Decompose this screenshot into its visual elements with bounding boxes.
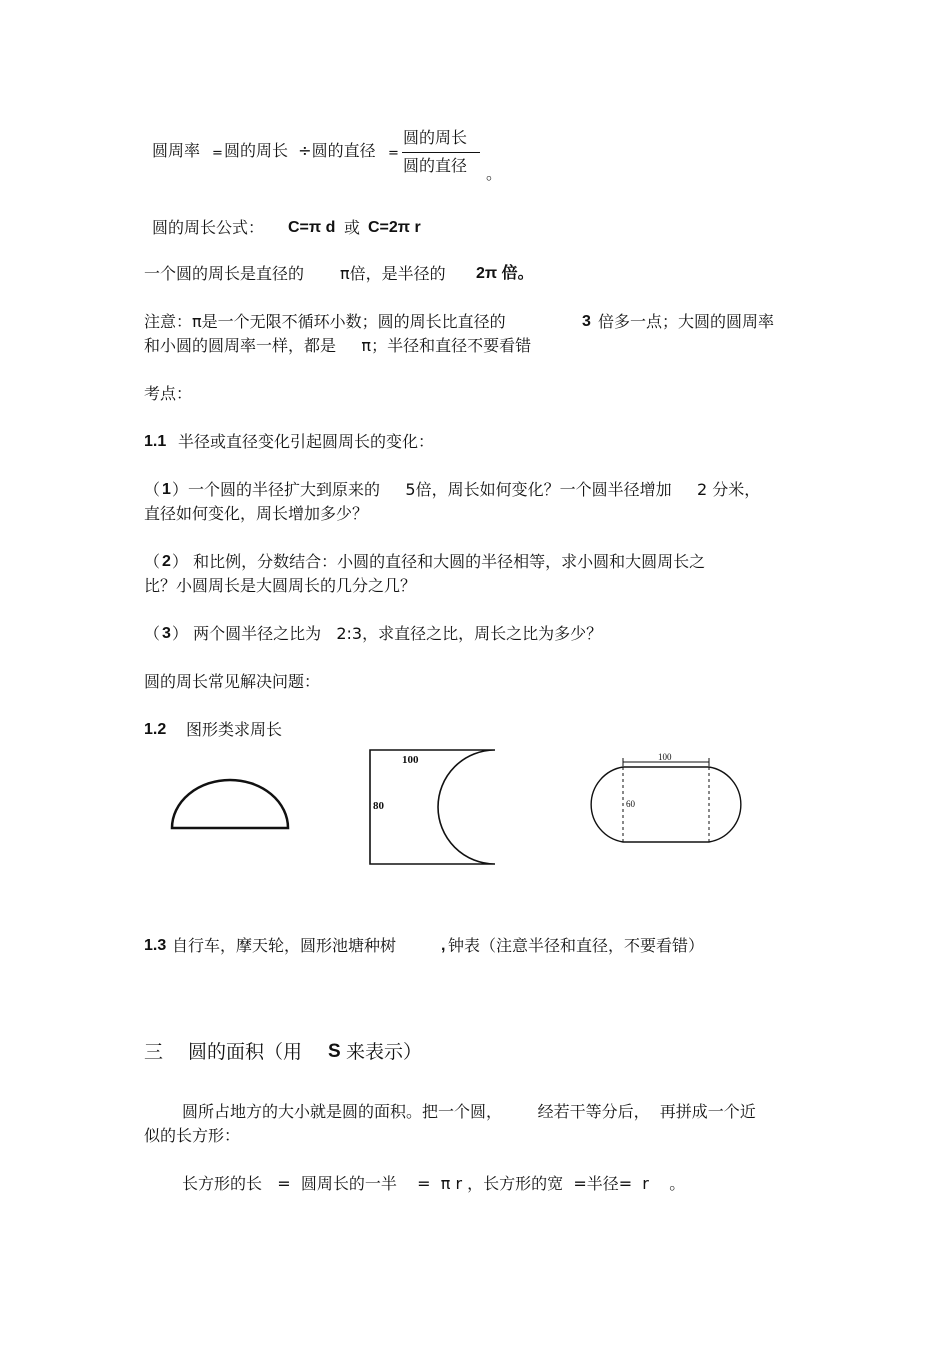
exam-points: 考点： (144, 384, 193, 403)
s1-2-text: 图形类求周长 (186, 720, 283, 739)
section3-title2: 来表示） (346, 1041, 423, 1063)
q1-line2: 直径如何变化，周长增加多少？ (144, 504, 369, 523)
circumference-formula-c2: C=2π r (368, 219, 421, 236)
pi-formula-numerator: 圆的周长 (403, 128, 468, 147)
s1-3-text2: 钟表（注意半径和直径，不要看错） (448, 936, 705, 955)
note-line2: 和小圆的圆周率一样，都是 π；半径和直径不要看错 (144, 336, 532, 355)
q2-open: （ (144, 552, 161, 571)
common-problems: 圆的周长常见解决问题： (144, 672, 321, 691)
fig3-top-label: 100 (658, 752, 672, 762)
rect-line: 长方形的长 = 圆周长的一半 = π r ，长方形的宽 =半径= r 。 (182, 1174, 686, 1193)
area-para-line2: 似的长方形： (144, 1126, 241, 1145)
s1-1-num: 1.1 (144, 433, 167, 450)
q2-line2: 比？小圆周长是大圆周长的几分之几？ (144, 576, 417, 595)
area-para-line1: 圆所占地方的大小就是圆的面积。把一个圆， 经若干等分后， 再拼成一个近 (182, 1102, 756, 1121)
q1-open: （ (144, 480, 161, 499)
circumference-formula-or: 或 (344, 218, 361, 237)
pi-formula-end: 。 (486, 164, 503, 183)
q3-text: ） 两个圆半径之比为 2:3，求直径之比，周长之比为多少？ (172, 624, 603, 643)
pi-formula-eq2: = (388, 146, 399, 161)
note-line1a: 注意：π是一个无限不循环小数；圆的周长比直径的 (144, 312, 506, 331)
q1-line1: ）一个圆的半径扩大到原来的 5倍，周长如何变化？一个圆半径增加 2 分米， (172, 480, 761, 499)
note-line1b: 倍多一点；大圆的圆周率 (598, 312, 775, 331)
pi-formula-eq1: = (212, 146, 223, 161)
section3-s: S (328, 1041, 341, 1062)
fraction-bar (402, 152, 480, 153)
q3-num: 3 (162, 625, 171, 642)
q1-num: 1 (162, 481, 171, 498)
semicircle-figure (160, 765, 300, 840)
s1-1-text: 半径或直径变化引起圆周长的变化： (178, 432, 435, 451)
section3-num: 三 (144, 1041, 164, 1063)
q3-open: （ (144, 624, 161, 643)
multiples-part1: 一个圆的周长是直径的 (144, 264, 305, 283)
pi-formula-denominator: 圆的直径 (403, 156, 468, 175)
note-three: 3 (582, 313, 591, 330)
s1-3-comma: , (441, 937, 446, 954)
q2-num: 2 (162, 553, 171, 570)
fig3-side-label: 60 (626, 799, 635, 809)
pi-formula-middle: 圆的周长 ÷圆的直径 (224, 141, 376, 160)
s1-3-num: 1.3 (144, 937, 167, 954)
rectangle-semicircle-figure (365, 745, 505, 870)
circumference-formula-label: 圆的周长公式： (152, 218, 265, 237)
fig2-side-label: 80 (373, 800, 384, 812)
s1-3-text: 自行车，摩天轮，圆形池塘种树 (172, 936, 397, 955)
fig2-top-label: 100 (402, 754, 419, 766)
multiples-two-pi: 2π 倍。 (476, 265, 534, 282)
section3-title: 圆的面积（用 (188, 1041, 303, 1063)
stadium-figure (585, 748, 750, 848)
multiples-pi: π倍，是半径的 (340, 264, 446, 283)
s1-2-num: 1.2 (144, 721, 167, 738)
circumference-formula-c1: C=π d (288, 219, 336, 236)
pi-formula-left: 圆周率 (152, 141, 201, 160)
q2-line1: ） 和比例，分数结合：小圆的直径和大圆的半径相等，求小圆和大圆周长之 (172, 552, 706, 571)
